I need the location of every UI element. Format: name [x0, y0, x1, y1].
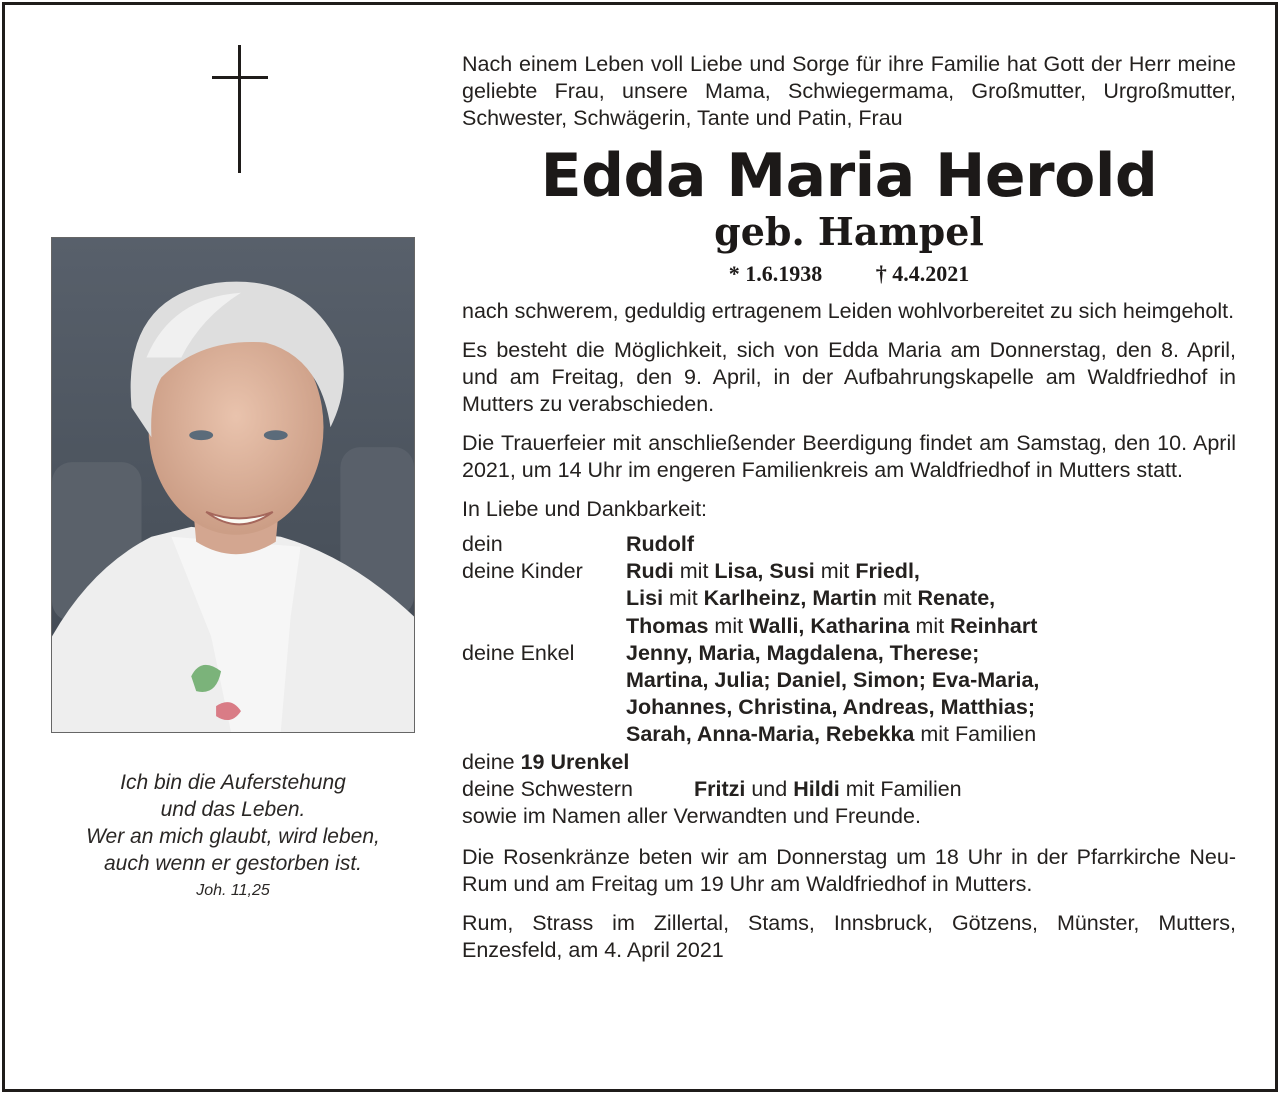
- birth-date: * 1.6.1938: [728, 261, 823, 286]
- family-list: [462, 531, 1236, 830]
- paragraph: Die Trauerfeier mit anschließender Beerdigung findet am Samstag, den 10. April 2021, um 14 Uhr im engeren Familienkreis am Waldfriedhof in Mutters statt.: [462, 431, 1236, 482]
- family-label: deine Kinder: [462, 559, 583, 584]
- family-label: deine Enkel: [462, 640, 575, 665]
- husband-name: Rudolf: [626, 532, 695, 556]
- deceased-name: Edda Maria Herold: [540, 141, 1158, 211]
- rosary-text: Die Rosenkränze beten wir am Donnerstag um 18 Uhr in der Pfarrkirche Neu-Rum und am Freitag um 19 Uhr am Waldfriedhof in Mutters.: [462, 845, 1236, 897]
- main-text: [462, 51, 1236, 964]
- places-date: Rum, Strass im Zillertal, Stams, Innsbruck, Götzens, Münster, Mutters, Enzesfeld, am 4. April 2021: [462, 911, 1236, 963]
- death-date: † 4.4.2021: [875, 261, 970, 286]
- verse-line: Wer an mich glaubt, wird leben,: [86, 825, 380, 848]
- family-label: deine Schwestern: [462, 776, 633, 801]
- great-grandchildren: deine 19 Urenkel: [462, 749, 630, 774]
- paragraph: nach schwerem, geduldig ertragenem Leiden wohlvorbereitet zu sich heimgeholt.: [462, 299, 1235, 323]
- bible-verse: [51, 769, 415, 902]
- children-list: Rudi mit Lisa, Susi mit Friedl, Lisi mit Karlheinz, Martin mit Renate, Thomas mit Walli, Katharina mit Reinhart: [626, 559, 1038, 638]
- verse-line: Ich bin die Auferstehung: [120, 771, 346, 794]
- cross-icon: [212, 45, 268, 173]
- verse-reference: Joh. 11,25: [196, 882, 270, 899]
- birth-name: geb. Hampel: [714, 209, 984, 254]
- obituary-notice: [2, 2, 1278, 1092]
- portrait-photo: [51, 237, 415, 733]
- sisters-list: Fritzi und Hildi mit Familien: [694, 776, 962, 801]
- life-dates: [462, 260, 1236, 288]
- family-label: dein: [462, 532, 503, 556]
- verse-line: auch wenn er gestorben ist.: [104, 852, 362, 875]
- intro-text: Nach einem Leben voll Liebe und Sorge für ihre Familie hat Gott der Herr meine geliebte Frau, unsere Mama, Schwiegermama, Großmutter, Urgroßmutter, Schwester, Schwägerin, Tante und Patin, Frau: [462, 52, 1236, 130]
- paragraph: Es besteht die Möglichkeit, sich von Edda Maria am Donnerstag, den 8. April, und am Freitag, den 9. April, in der Aufbahrungskapelle am Waldfriedhof in Mutters zu verabschieden.: [462, 338, 1236, 416]
- thanks-line: In Liebe und Dankbarkeit:: [462, 497, 708, 521]
- verse-line: und das Leben.: [160, 798, 306, 821]
- relatives-line: sowie im Namen aller Verwandten und Freunde.: [462, 804, 921, 829]
- grandchildren-list: Jenny, Maria, Magdalena, Therese; Martina, Julia; Daniel, Simon; Eva-Maria, Johannes, Christina, Andreas, Matthias; Sarah, Anna-Maria, Rebekka mit Familien: [626, 640, 1040, 747]
